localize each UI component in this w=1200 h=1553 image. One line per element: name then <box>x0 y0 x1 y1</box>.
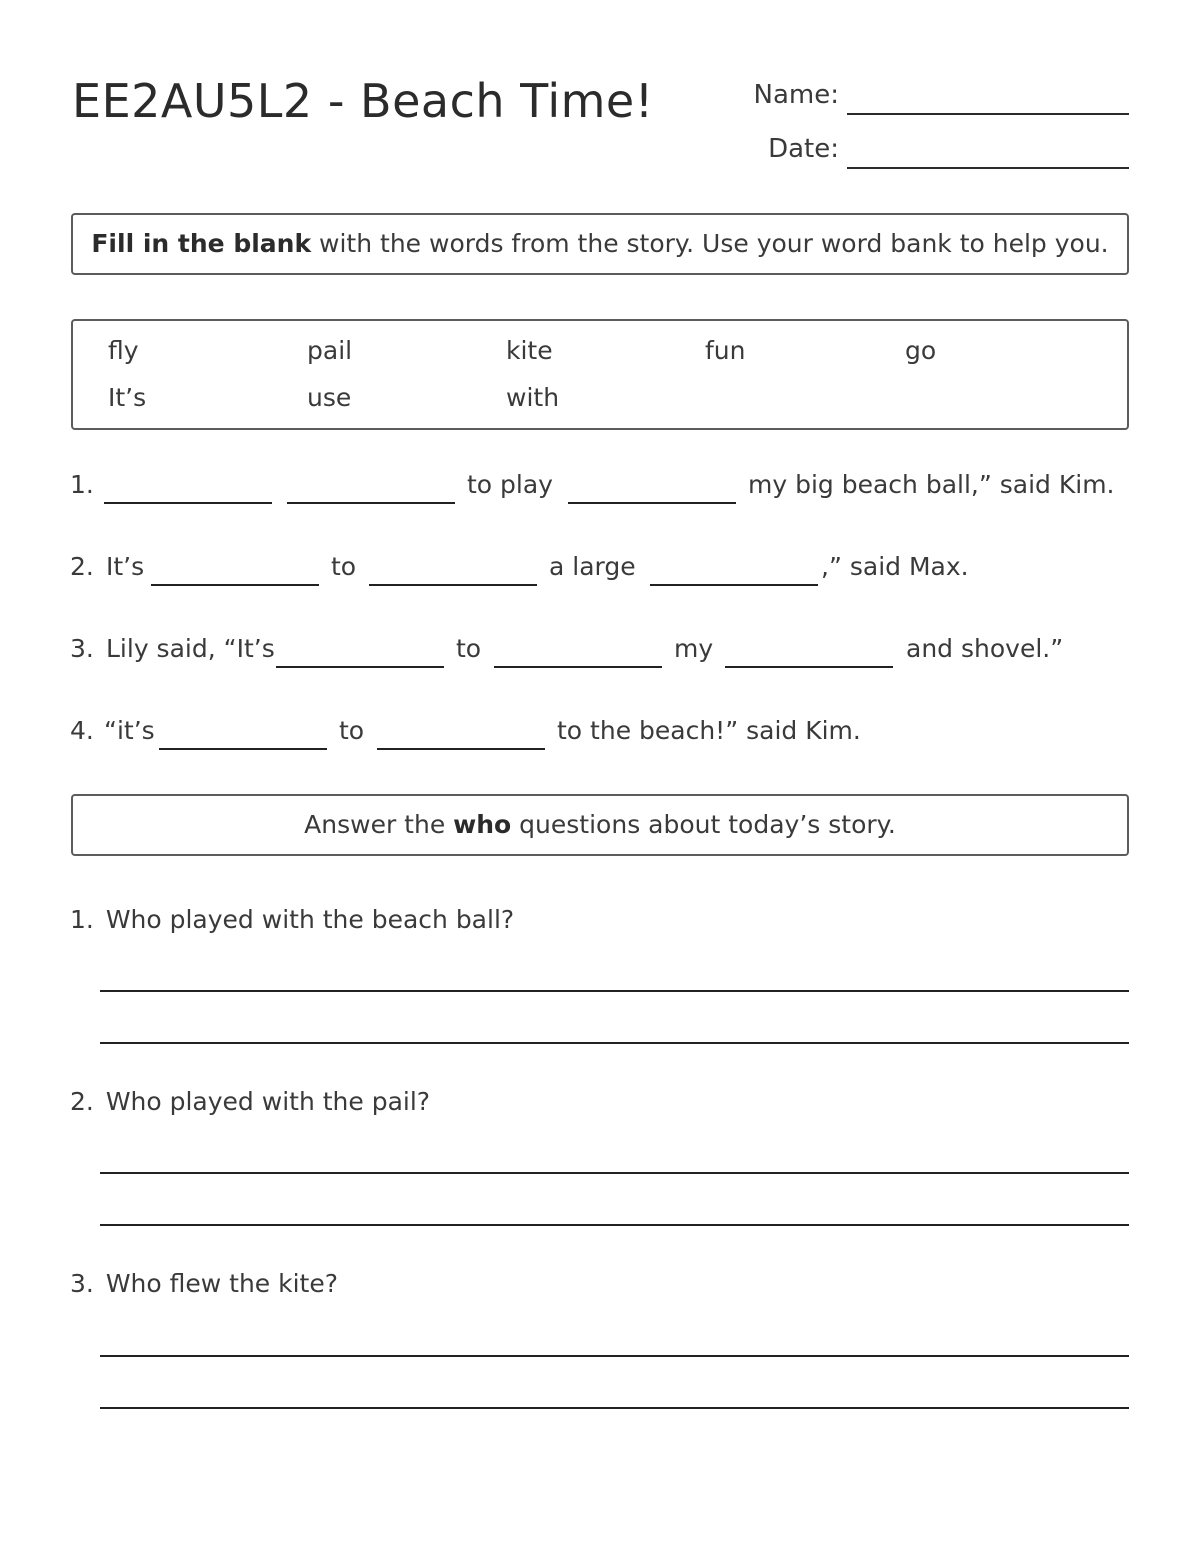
page-title: EE2AU5L2 - Beach Time! <box>72 74 654 128</box>
sentence-text: It’s <box>106 552 145 581</box>
item-number: 4. <box>70 716 94 745</box>
answer-blank[interactable] <box>377 748 545 750</box>
date-field[interactable] <box>847 167 1129 169</box>
sentence-text: ,” said Max. <box>821 552 969 581</box>
instructions-text: Answer the <box>304 810 454 839</box>
fill-in-instructions <box>71 213 1129 275</box>
name-label: Name: <box>753 80 839 110</box>
word-bank-item: go <box>905 336 937 365</box>
question-number: 2. <box>70 1087 94 1116</box>
answer-blank[interactable] <box>104 502 272 504</box>
sentence-text: to <box>339 716 365 745</box>
answer-blank[interactable] <box>369 584 537 586</box>
item-number: 2. <box>70 552 94 581</box>
sentence-text: to play <box>467 470 553 499</box>
question-text: Who played with the pail? <box>105 1087 431 1116</box>
question-number: 3. <box>70 1269 94 1298</box>
answer-line[interactable] <box>100 1407 1129 1409</box>
answer-line[interactable] <box>100 1042 1129 1044</box>
answer-blank[interactable] <box>725 666 893 668</box>
question-number: 1. <box>70 905 94 934</box>
question-1 <box>70 905 514 934</box>
word-bank-item: It’s <box>108 383 147 412</box>
question-2 <box>70 1087 430 1116</box>
answer-blank[interactable] <box>568 502 736 504</box>
answer-line[interactable] <box>100 990 1129 992</box>
answer-blank[interactable] <box>494 666 662 668</box>
name-field[interactable] <box>847 113 1129 115</box>
instructions-bold: Fill in the blank <box>91 229 312 258</box>
sentence-text: a large <box>549 552 636 581</box>
instructions-text: questions about today’s story. <box>511 810 896 839</box>
answer-blank[interactable] <box>287 502 455 504</box>
answer-blank[interactable] <box>159 748 327 750</box>
answer-line[interactable] <box>100 1172 1129 1174</box>
question-text: Who flew the kite? <box>105 1269 338 1298</box>
word-bank-item: kite <box>506 336 553 365</box>
answer-line[interactable] <box>100 1224 1129 1226</box>
instructions-text: with the words from the story. Use your word bank to help you. <box>311 229 1109 258</box>
sentence-text: to <box>456 634 482 663</box>
sentence-text: my big beach ball,” said Kim. <box>748 470 1115 499</box>
answer-line[interactable] <box>100 1355 1129 1357</box>
answer-blank[interactable] <box>276 666 444 668</box>
sentence-text: and shovel.” <box>906 634 1064 663</box>
word-bank-item: use <box>307 383 352 412</box>
sentence-text: my <box>674 634 714 663</box>
sentence-text: to the beach!” said Kim. <box>557 716 861 745</box>
word-bank-item: fly <box>108 336 139 365</box>
sentence-text: Lily said, “It’s <box>106 634 275 663</box>
sentence-text: “it’s <box>104 716 155 745</box>
word-bank-item: pail <box>307 336 353 365</box>
question-3 <box>70 1269 338 1298</box>
date-label: Date: <box>768 134 839 164</box>
question-text: Who played with the beach ball? <box>105 905 515 934</box>
word-bank-item: with <box>506 383 560 412</box>
word-bank-item: fun <box>705 336 746 365</box>
instructions-bold: who <box>453 810 512 839</box>
item-number: 3. <box>70 634 94 663</box>
answer-blank[interactable] <box>151 584 319 586</box>
word-bank <box>71 319 1129 430</box>
item-number: 1. <box>70 470 94 499</box>
answer-blank[interactable] <box>650 584 818 586</box>
who-instructions <box>71 794 1129 856</box>
sentence-text: to <box>331 552 357 581</box>
